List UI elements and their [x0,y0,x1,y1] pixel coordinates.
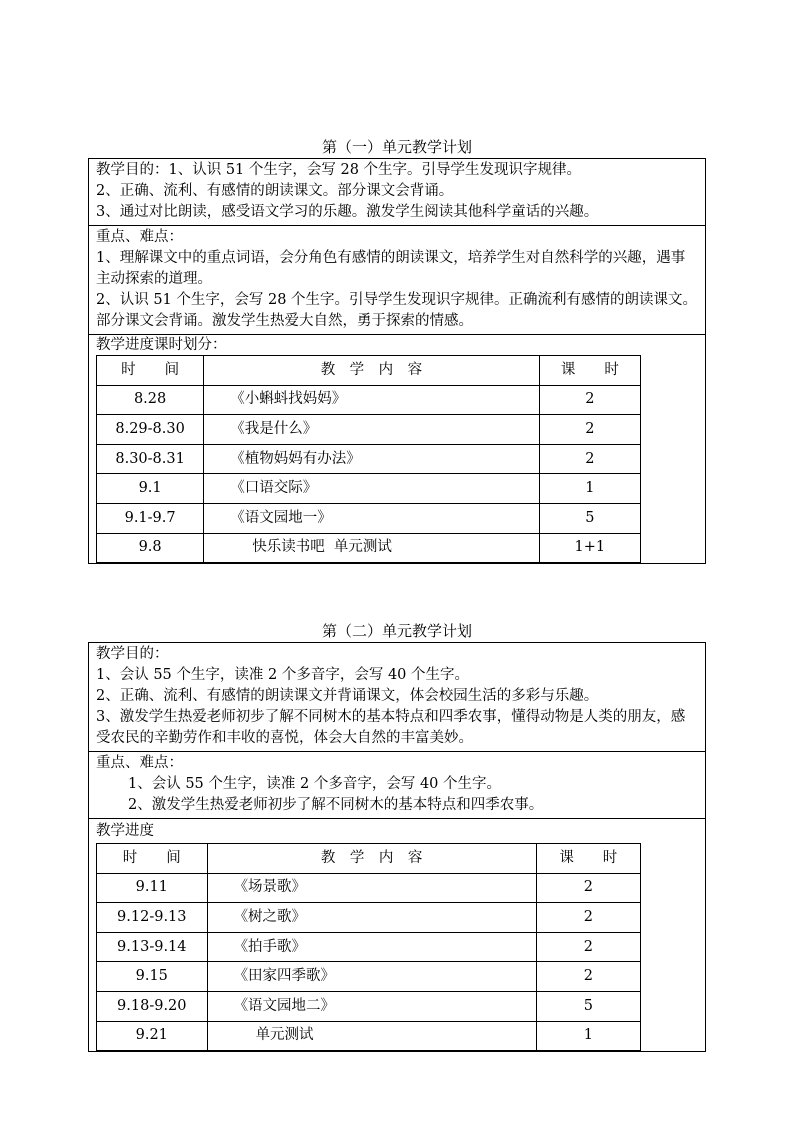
cell-hours: 5 [536,991,640,1021]
header-content: 教 学 内 容 [207,844,536,874]
cell-hours: 2 [539,444,640,474]
table-row [97,533,641,563]
unit-2-goals [89,643,705,752]
cell-content: 《小蝌蚪找妈妈》 [204,385,539,415]
goal-line: 2、正确、流利、有感情的朗读课文。部分课文会背诵。 [96,183,454,199]
cell-hours: 1 [539,474,640,504]
cell-time: 9.15 [97,962,208,992]
table-row [97,932,641,962]
cell-content: 《口语交际》 [204,474,539,504]
cell-content: 《树之歌》 [207,903,536,933]
unit-1-title: 第（一）单元教学计划 [321,138,472,156]
key-point-line: 2、认识 51 个生字，会写 28 个生字。引导学生发现识字规律。正确流利有感情的朗读课文。部分课文会背诵。激发学生热爱大自然，勇于探索的情感。 [96,292,698,329]
cell-content: 《植物妈妈有办法》 [204,444,539,474]
cell-hours: 5 [539,503,640,533]
table-row [97,385,641,415]
cell-time: 9.18-9.20 [97,991,208,1021]
table-row [97,873,641,903]
key-points-heading: 重点、难点： [96,755,183,771]
unit-2-box [88,642,706,1052]
schedule-label: 教学进度课时划分： [96,337,227,353]
unit-2-schedule-table [96,843,641,1051]
goal-line: 教学目的：1、认识 51 个生字，会写 28 个生字。引导学生发现识字规律。 [96,162,582,178]
table-row [97,444,641,474]
cell-content: 《语文园地二》 [207,991,536,1021]
cell-time: 8.30-8.31 [97,444,204,474]
cell-time: 9.1-9.7 [97,503,204,533]
header-time: 时 间 [97,356,204,386]
cell-hours: 2 [536,873,640,903]
header-time: 时 间 [97,844,208,874]
goal-line: 2、正确、流利、有感情的朗读课文并背诵课文，体会校园生活的多彩与乐趣。 [96,688,599,704]
goals-heading: 教学目的： [96,646,169,662]
cell-hours: 1+1 [539,533,640,563]
cell-time: 9.8 [97,533,204,563]
cell-time: 8.29-8.30 [97,415,204,445]
cell-hours: 2 [539,385,640,415]
table-row [97,503,641,533]
table-header-row [97,356,641,386]
unit-1-plan [88,136,706,564]
unit-2-schedule-section [89,819,705,1051]
header-content: 教 学 内 容 [204,356,539,386]
unit-2-key-points [89,752,705,819]
cell-hours: 2 [536,962,640,992]
unit-1-goals [89,159,705,226]
key-point-line: 1、会认 55 个生字，读准 2 个多音字，会写 40 个生字。 [128,776,502,792]
header-hours: 课 时 [536,844,640,874]
key-points-heading: 重点、难点： [96,229,183,245]
table-header-row [97,844,641,874]
unit-2-title: 第（二）单元教学计划 [321,622,472,640]
key-point-line: 1、理解课文中的重点词语，会分角色有感情的朗读课文，培养学生对自然科学的兴趣，遇事主动探索的道理。 [96,250,686,287]
cell-content: 《拍手歌》 [207,932,536,962]
table-row [97,903,641,933]
cell-hours: 2 [539,415,640,445]
unit-1-schedule-table [96,355,641,563]
goal-line: 3、通过对比朗读，感受语文学习的乐趣。激发学生阅读其他科学童话的兴趣。 [96,204,599,220]
goal-line: 1、会认 55 个生字，读准 2 个多音字，会写 40 个生字。 [96,667,470,683]
cell-content: 快乐读书吧 单元测试 [204,533,539,563]
goal-line: 3、激发学生热爱老师初步了解不同树木的基本特点和四季农事，懂得动物是人类的朋友，感受农民的辛勤劳作和丰收的喜悦，体会大自然的丰富美妙。 [96,709,686,746]
cell-time: 9.13-9.14 [97,932,208,962]
cell-time: 9.1 [97,474,204,504]
cell-content: 单元测试 [207,1021,536,1051]
unit-1-key-points [89,226,705,335]
cell-time: 9.21 [97,1021,208,1051]
cell-time: 8.28 [97,385,204,415]
table-row [97,1021,641,1051]
unit-1-box [88,158,706,564]
unit-1-schedule-section [89,335,705,563]
table-row [97,962,641,992]
cell-time: 9.12-9.13 [97,903,208,933]
cell-content: 《我是什么》 [204,415,539,445]
cell-hours: 2 [536,932,640,962]
cell-content: 《语文园地一》 [204,503,539,533]
unit-2-plan [88,620,706,1052]
cell-hours: 1 [536,1021,640,1051]
schedule-label: 教学进度 [96,823,154,839]
cell-content: 《场景歌》 [207,873,536,903]
cell-time: 9.11 [97,873,208,903]
cell-content: 《田家四季歌》 [207,962,536,992]
header-hours: 课 时 [539,356,640,386]
table-row [97,474,641,504]
key-point-line: 2、激发学生热爱老师初步了解不同树木的基本特点和四季农事。 [128,797,544,813]
table-row [97,415,641,445]
table-row [97,991,641,1021]
cell-hours: 2 [536,903,640,933]
